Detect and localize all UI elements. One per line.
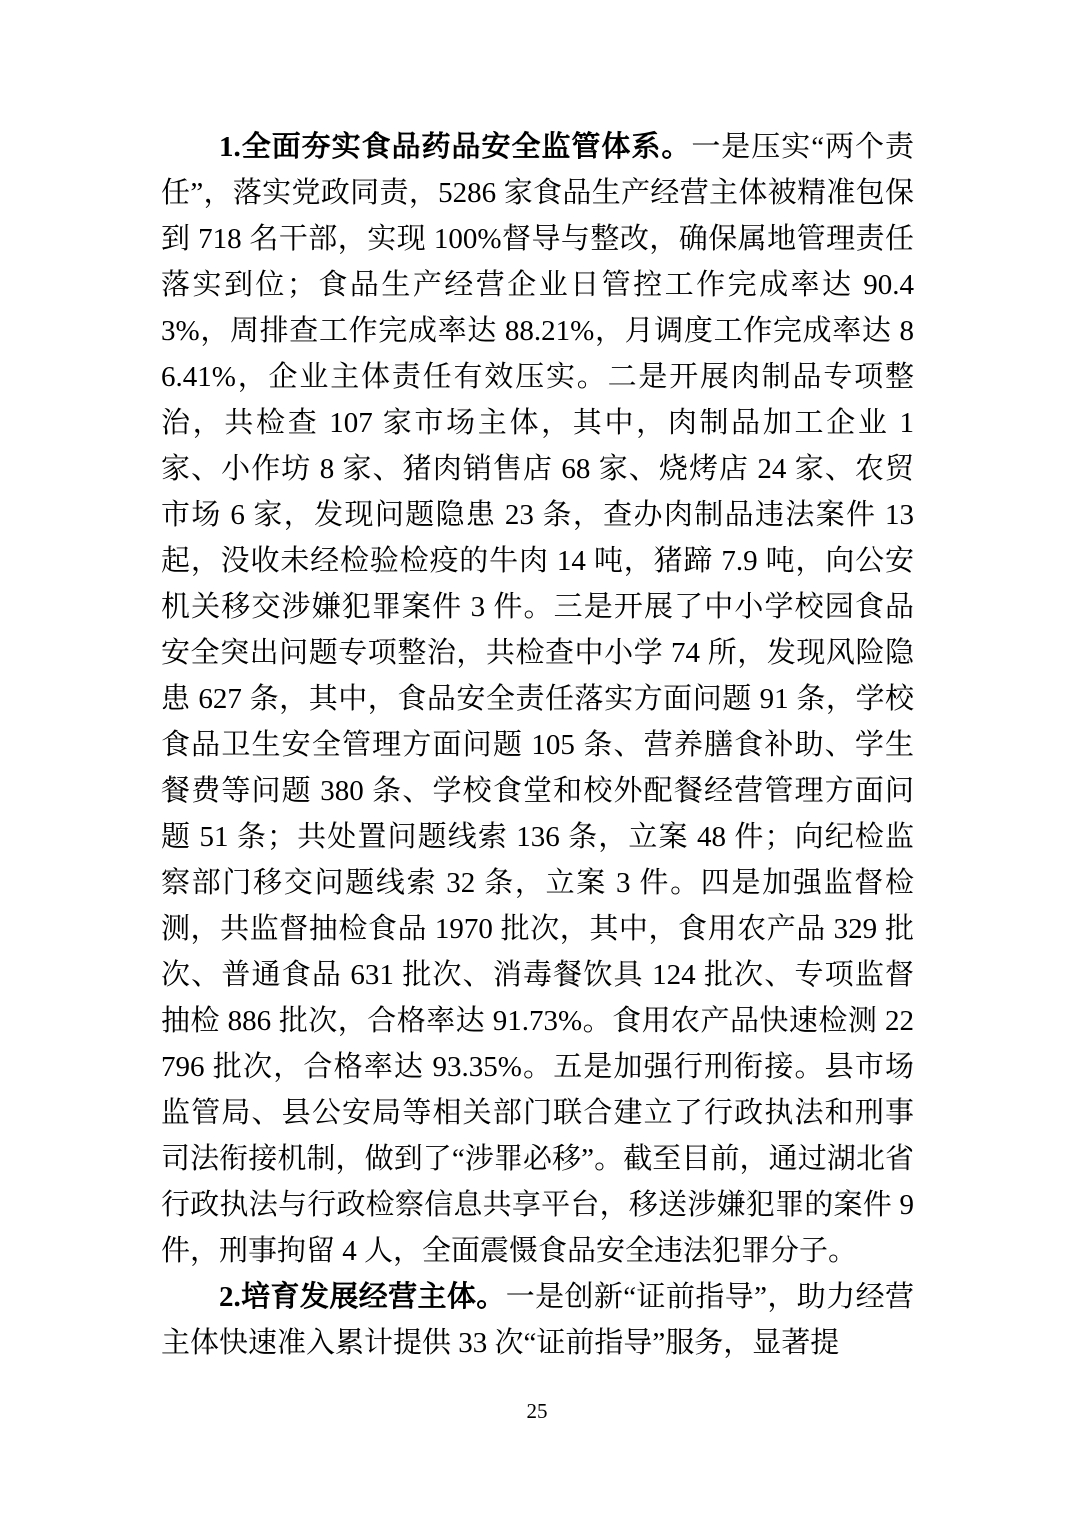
paragraph-1-body: 一是压实“两个责任”，落实党政同责，5286 家食品生产经营主体被精准包保到 718 名干部，实现 100%督导与整改，确保属地管理责任落实到位；食品生产经营企业日管控工作完成率达 90.43%，周排查工作完成率达 88.21%，月调度工作完成率达 86.41%，企业主体责任有效压实。二是开展肉制品专项整治，共检查 107 家市场主体，其中，肉制品加工企业 1 家、小作坊 8 家、猪肉销售店 68 家、烧烤店 24 家、农贸市场 6 家，发现问题隐患 23 条，查办肉制品违法案件 13 起，没收未经检验检疫的牛肉 14 吨，猪蹄 7.9 吨，向公安机关移交涉嫌犯罪案件 3 件。三是开展了中小学校园食品安全突出问题专项整治，共检查中小学 74 所，发现风险隐患 627 条，其中，食品安全责任落实方面问题 91 条，学校食品卫生安全管理方面问题 105 条、营养膳食补助、学生餐费等问题 380 条、学校食堂和校外配餐经营管理方面问题 51 条；共处置问题线索 136 条，立案 48 件；向纪检监察部门移交问题线索 32 条，立案 3 件。四是加强监督检测，共监督抽检食品 1970 批次，其中，食用农产品 329 批次、普通食品 631 批次、消毒餐饮具 124 批次、专项监督抽检 886 批次，合格率达 91.73%。食用农产品快速检测 22796 批次，合格率达 93.35%。五是加强行刑衔接。县市场监管局、县公安局等相关部门联合建立了行政执法和刑事司法衔接机制，做到了“涉罪必移”。截至目前，通过湖北省行政执法与行政检察信息共享平台，移送涉嫌犯罪的案件 9 件，刑事拘留 4 人，全面震慑食品安全违法犯罪分子。 — [161, 131, 914, 1267]
paragraph-2-body: 一是创新“证前指导”，助力经营主体快速准入累计提供 33 次“证前指导”服务，显著提 — [161, 1281, 914, 1359]
page-footer — [0, 1396, 1074, 1426]
paragraph-1-heading: 1.全面夯实食品药品安全监管体系。 — [219, 131, 692, 163]
paragraph-1 — [161, 124, 914, 1274]
document-text-block — [161, 124, 914, 1366]
page-number: 25 — [526, 1399, 548, 1423]
paragraph-2-heading: 2.培育发展经营主体。 — [219, 1281, 506, 1313]
paragraph-2 — [161, 1274, 914, 1366]
